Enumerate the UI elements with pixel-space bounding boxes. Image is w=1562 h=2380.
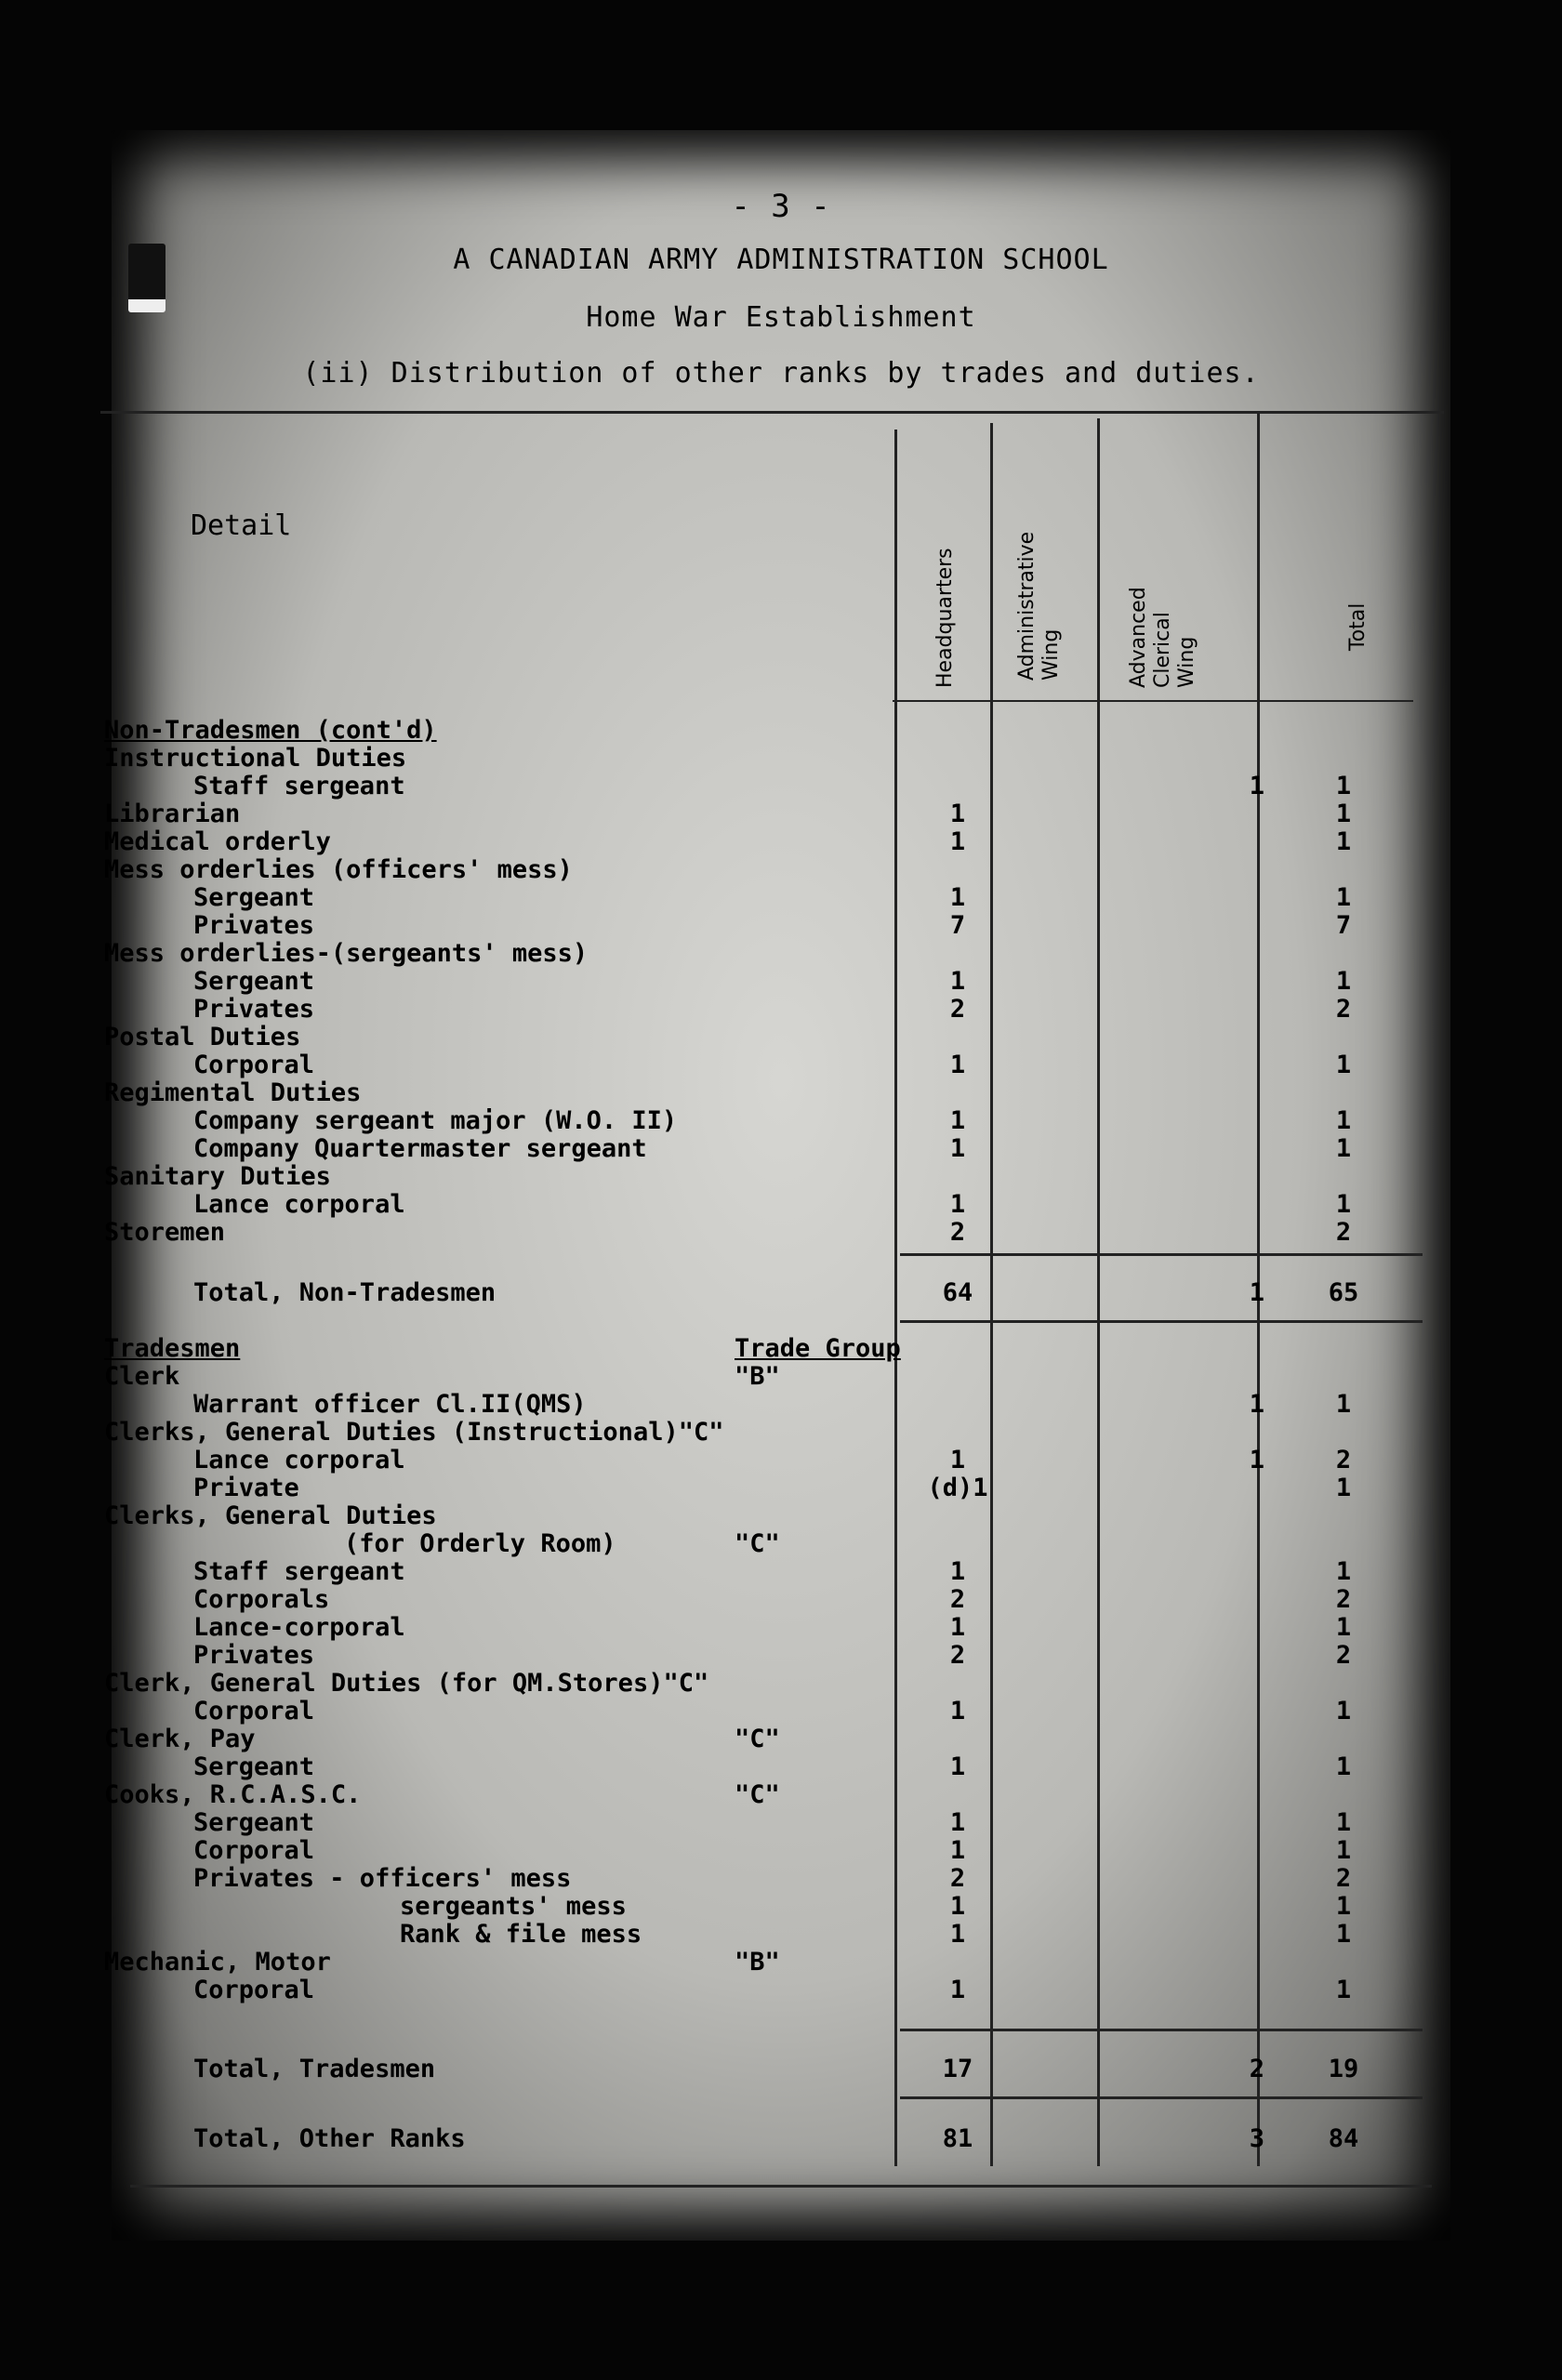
trade-group-cell: "C": [735, 1780, 780, 1809]
total-cell: 2: [1335, 1218, 1352, 1247]
total-cell: 1: [1335, 967, 1352, 996]
subtotal-rule-1: [900, 1253, 1423, 1256]
column-header-detail: Detail: [191, 509, 292, 542]
row-label: Instructional Duties: [104, 744, 407, 773]
row-label: Mechanic, Motor: [104, 1948, 331, 1977]
table-row: [0, 1892, 1562, 1920]
table-row: [0, 1641, 1562, 1669]
row-label: Clerk: [104, 1362, 180, 1391]
table-bottom-rule: [130, 2185, 1432, 2188]
table-row: [0, 855, 1562, 883]
advanced-cell: 2: [1249, 2055, 1264, 2083]
total-cell: 1: [1335, 1557, 1352, 1586]
table-row: [0, 1474, 1562, 1501]
table-row: [0, 772, 1562, 800]
subtotal-rule-4: [900, 2096, 1423, 2099]
row-label: Sergeant: [193, 883, 315, 912]
column-header-administrative: Administrative Wing: [1015, 531, 1063, 681]
table-row: [0, 1334, 1562, 1362]
row-label: Medical orderly: [104, 827, 331, 856]
row-label: Company sergeant major (W.O. II): [193, 1106, 678, 1135]
table-row: [0, 1725, 1562, 1752]
table-row: [0, 1023, 1562, 1051]
row-label: Total, Tradesmen: [193, 2055, 436, 2083]
total-cell: 19: [1328, 2055, 1359, 2083]
total-cell: 2: [1335, 1446, 1352, 1474]
row-label: Sergeant: [193, 967, 315, 996]
advanced-cell: 1: [1249, 772, 1264, 800]
table-row: [0, 1446, 1562, 1474]
total-cell: 1: [1335, 1190, 1352, 1219]
trade-group-cell: "C": [735, 1725, 780, 1753]
table-row: [0, 1529, 1562, 1557]
row-label: Clerks, General Duties: [104, 1501, 437, 1530]
row-label: Total, Non-Tradesmen: [193, 1278, 496, 1307]
table-row: [0, 1864, 1562, 1892]
table-row: [0, 1557, 1562, 1585]
row-label: Company Quartermaster sergeant: [193, 1134, 647, 1163]
total-cell: 1: [1335, 1051, 1352, 1079]
table-row: [0, 1697, 1562, 1725]
headquarters-cell: 1: [949, 1976, 966, 2004]
advanced-cell: 1: [1249, 1446, 1264, 1474]
table-row: [0, 1976, 1562, 2003]
row-label: Staff sergeant: [193, 1557, 405, 1586]
row-label: Staff sergeant: [193, 772, 405, 800]
row-label: Privates - officers' mess: [193, 1864, 572, 1893]
row-label: Lance corporal: [193, 1446, 405, 1474]
row-label: Lance-corporal: [193, 1613, 405, 1642]
headquarters-cell: 1: [949, 800, 966, 828]
table-row: [0, 1390, 1562, 1418]
row-label: Clerks, General Duties (Instructional)"C": [104, 1418, 724, 1447]
row-label: Corporal: [193, 1976, 315, 2004]
headquarters-cell: 1: [949, 1190, 966, 1219]
row-label: Corporal: [193, 1836, 315, 1865]
headquarters-cell: 64: [942, 1278, 973, 1307]
headquarters-cell: 1: [949, 1836, 966, 1865]
total-cell: 1: [1335, 1920, 1352, 1949]
column-header-advanced: Advanced Clerical Wing: [1127, 587, 1198, 688]
row-label: Lance corporal: [193, 1190, 405, 1219]
headquarters-cell: 17: [942, 2055, 973, 2083]
headquarters-cell: 1: [949, 1106, 966, 1135]
row-label: Clerk, Pay: [104, 1725, 256, 1753]
row-label: Corporal: [193, 1697, 315, 1726]
table-row: [0, 1051, 1562, 1078]
table-row: [0, 1106, 1562, 1134]
total-cell: 2: [1335, 995, 1352, 1024]
total-cell: 1: [1335, 1836, 1352, 1865]
total-cell: 7: [1335, 911, 1352, 940]
row-label: Rank & file mess: [400, 1920, 642, 1949]
table-row: [0, 1190, 1562, 1218]
headquarters-cell: 1: [949, 1892, 966, 1921]
table-top-rule: [100, 411, 1444, 414]
table-row: [0, 1078, 1562, 1106]
total-cell: 1: [1335, 1134, 1352, 1163]
total-cell: 1: [1335, 883, 1352, 912]
header-bottom-rule: [893, 700, 1413, 702]
row-label: Tradesmen: [104, 1334, 241, 1363]
headquarters-cell: 1: [949, 883, 966, 912]
total-cell: 1: [1335, 1752, 1352, 1781]
row-label: Warrant officer Cl.II(QMS): [193, 1390, 587, 1419]
row-label: Privates: [193, 1641, 315, 1670]
section-title: (ii) Distribution of other ranks by trades and duties.: [302, 357, 1260, 390]
row-label: Librarian: [104, 800, 241, 828]
headquarters-cell: 1: [949, 827, 966, 856]
headquarters-cell: 1: [949, 1920, 966, 1949]
headquarters-cell: 81: [942, 2124, 973, 2153]
subtotal-rule-3: [900, 2029, 1423, 2031]
table-row: [0, 995, 1562, 1023]
table-row: [0, 1362, 1562, 1390]
total-cell: 1: [1335, 772, 1352, 800]
table-row: [0, 1613, 1562, 1641]
row-label: Total, Other Ranks: [193, 2124, 466, 2153]
row-label: Sergeant: [193, 1752, 315, 1781]
total-cell: 65: [1328, 1278, 1359, 1307]
table-row: [0, 827, 1562, 855]
table-row: [0, 1218, 1562, 1246]
headquarters-cell: 2: [949, 1585, 966, 1614]
table-row: [0, 967, 1562, 995]
headquarters-cell: (d)1: [927, 1474, 988, 1502]
table-row: [0, 1808, 1562, 1836]
total-cell: 1: [1335, 1390, 1352, 1419]
school-title: A CANADIAN ARMY ADMINISTRATION SCHOOL: [453, 244, 1109, 276]
trade-group-cell: Trade Group: [735, 1334, 901, 1363]
table-row: [0, 1501, 1562, 1529]
total-cell: 1: [1335, 1474, 1352, 1502]
headquarters-cell: 1: [949, 1808, 966, 1837]
total-cell: 1: [1335, 827, 1352, 856]
row-label: Regimental Duties: [104, 1078, 362, 1107]
total-cell: 1: [1335, 1106, 1352, 1135]
headquarters-cell: 1: [949, 1752, 966, 1781]
row-label: Cooks, R.C.A.S.C.: [104, 1780, 362, 1809]
table-row: [0, 1134, 1562, 1162]
headquarters-cell: 2: [949, 1218, 966, 1247]
total-cell: 1: [1335, 1976, 1352, 2004]
row-label: (for Orderly Room): [344, 1529, 616, 1558]
headquarters-cell: 2: [949, 1864, 966, 1893]
table-row: [0, 883, 1562, 911]
row-label: Corporal: [193, 1051, 315, 1079]
headquarters-cell: 1: [949, 1051, 966, 1079]
total-cell: 1: [1335, 1808, 1352, 1837]
table-row: [0, 1752, 1562, 1780]
table-row: [0, 1836, 1562, 1864]
table-row: [0, 1162, 1562, 1190]
row-label: sergeants' mess: [400, 1892, 627, 1921]
total-cell: 1: [1335, 1892, 1352, 1921]
row-label: Privates: [193, 911, 315, 940]
table-row: [0, 1780, 1562, 1808]
total-cell: 2: [1335, 1585, 1352, 1614]
headquarters-cell: 1: [949, 967, 966, 996]
total-cell: 1: [1335, 1697, 1352, 1726]
headquarters-cell: 1: [949, 1613, 966, 1642]
row-label: Sanitary Duties: [104, 1162, 331, 1191]
total-cell: 1: [1335, 800, 1352, 828]
headquarters-cell: 1: [949, 1446, 966, 1474]
subtotal-rule-2: [900, 1320, 1423, 1323]
row-label: Mess orderlies-(sergeants' mess): [104, 939, 589, 968]
table-row: [0, 911, 1562, 939]
table-row: [0, 1948, 1562, 1976]
total-row: [0, 1278, 1562, 1306]
row-label: Mess orderlies (officers' mess): [104, 855, 573, 884]
establishment-title: Home War Establishment: [586, 301, 976, 334]
headquarters-cell: 1: [949, 1134, 966, 1163]
headquarters-cell: 1: [949, 1557, 966, 1586]
row-label: Storemen: [104, 1218, 226, 1247]
total-cell: 2: [1335, 1864, 1352, 1893]
advanced-cell: 1: [1249, 1390, 1264, 1419]
advanced-cell: 3: [1249, 2124, 1264, 2153]
total-cell: 1: [1335, 1613, 1352, 1642]
row-label: Postal Duties: [104, 1023, 301, 1051]
headquarters-cell: 2: [949, 1641, 966, 1670]
row-label: Corporals: [193, 1585, 330, 1614]
headquarters-cell: 7: [949, 911, 966, 940]
table-row: [0, 716, 1562, 744]
column-header-headquarters: Headquarters: [933, 548, 957, 688]
table-row: [0, 939, 1562, 967]
table-row: [0, 1585, 1562, 1613]
headquarters-cell: 2: [949, 995, 966, 1024]
row-label: Clerk, General Duties (for QM.Stores)"C": [104, 1669, 709, 1698]
row-label: Privates: [193, 995, 315, 1024]
advanced-cell: 1: [1249, 1278, 1264, 1307]
total-row: [0, 2124, 1562, 2152]
headquarters-cell: 1: [949, 1697, 966, 1726]
row-label: Private: [193, 1474, 299, 1502]
table-row: [0, 1669, 1562, 1697]
trade-group-cell: "C": [735, 1529, 780, 1558]
column-header-total: Total: [1346, 602, 1370, 651]
table-row: [0, 744, 1562, 772]
trade-group-cell: "B": [735, 1948, 780, 1977]
table-row: [0, 1920, 1562, 1948]
row-label: Non-Tradesmen (cont'd): [104, 716, 437, 745]
page-number: - 3 -: [731, 188, 831, 225]
table-row: [0, 1418, 1562, 1446]
trade-group-cell: "B": [735, 1362, 780, 1391]
table-row: [0, 800, 1562, 827]
total-row: [0, 2055, 1562, 2082]
total-cell: 2: [1335, 1641, 1352, 1670]
row-label: Sergeant: [193, 1808, 315, 1837]
total-cell: 84: [1328, 2124, 1359, 2153]
